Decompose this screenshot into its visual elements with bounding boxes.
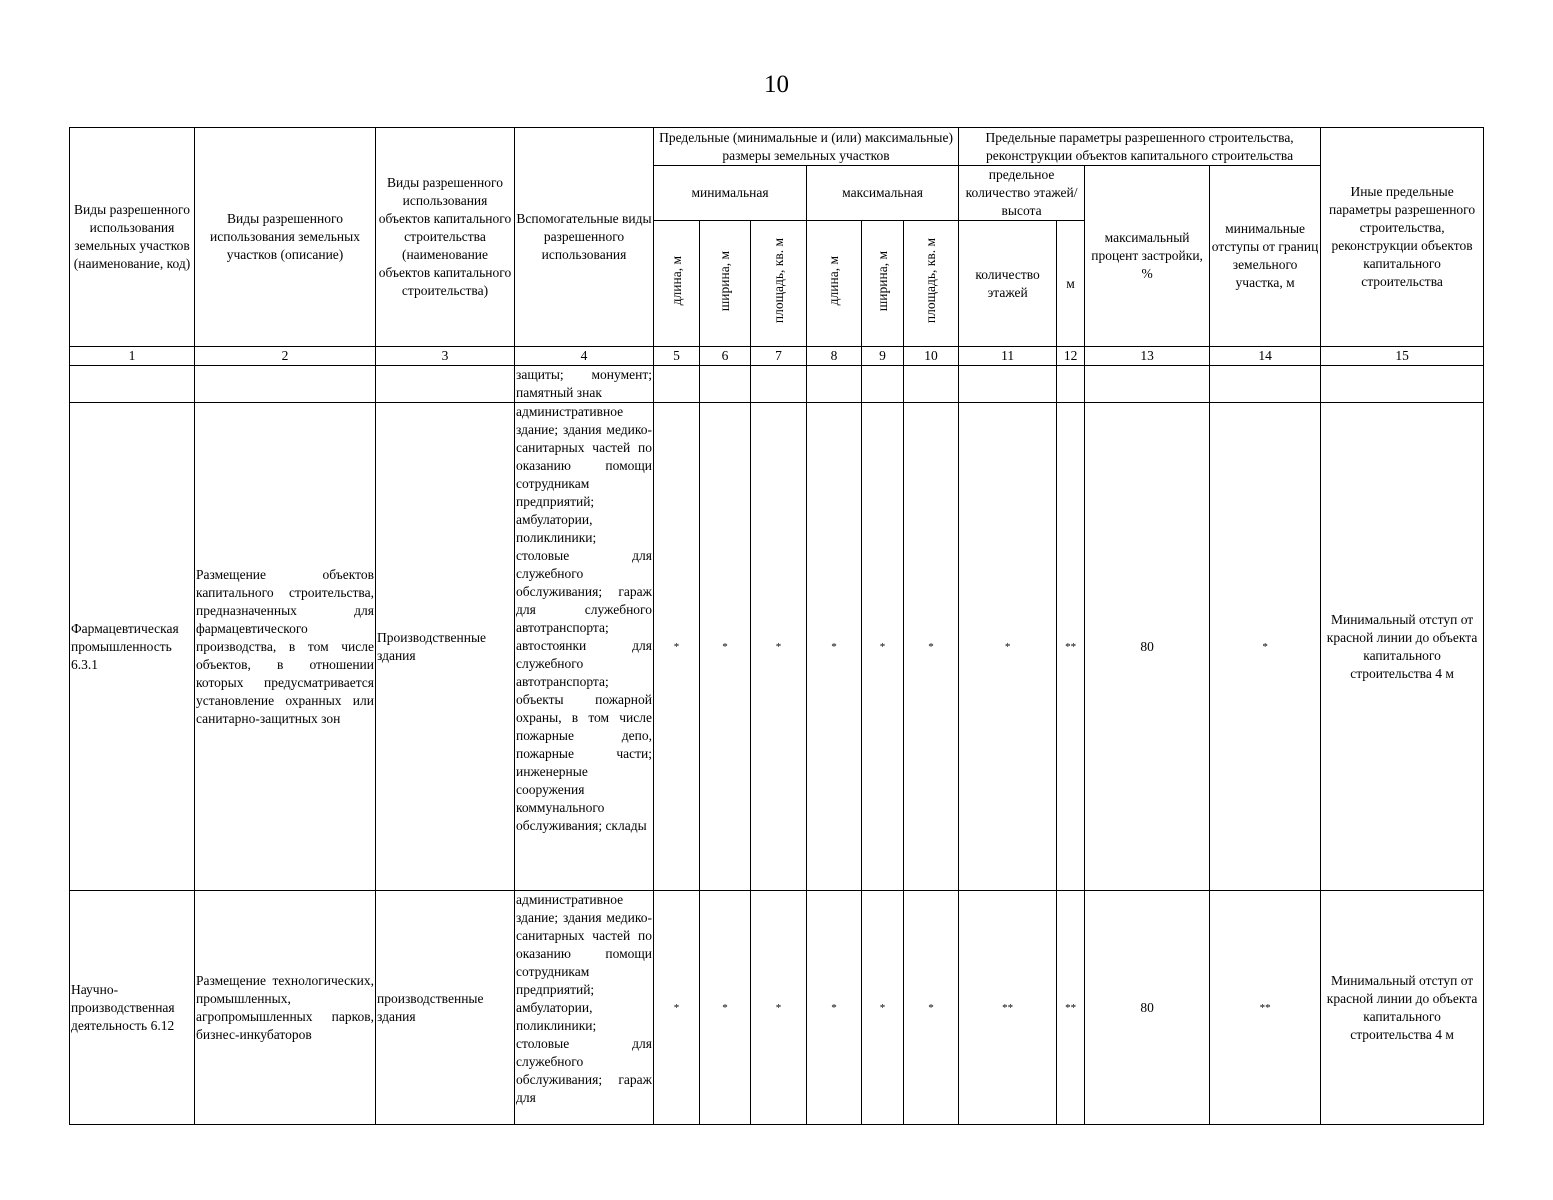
header-max-width: ширина, м [874,250,890,312]
header-floors: количество этажей [959,221,1057,347]
header-plot-sizes-group: Предельные (минимальные и (или) максимальные) размеры земельных участков [654,128,959,166]
setbacks-cell: ** [1210,891,1321,1125]
column-number: 12 [1057,347,1085,366]
header-min-length: длина, м [668,256,684,306]
header-row-1 [70,128,1484,166]
coverage-cell: 80 [1085,891,1210,1125]
min-width-cell [700,366,751,403]
height-cell [1057,366,1085,403]
max-width-cell [862,366,904,403]
max-length-cell: * [807,891,862,1125]
column-number: 9 [862,347,904,366]
min-length-cell [654,366,700,403]
floors-cell: ** [959,891,1057,1125]
min-area-cell: * [751,891,807,1125]
page-number: 10 [764,71,789,98]
landuse-description-cell: Размещение технологических, промышленных, агропромышленных парков, бизнес-инкубаторов [195,891,376,1125]
landuse-code-cell: Фармацевтическая промышленность 6.3.1 [70,403,195,891]
max-area-cell: * [904,403,959,891]
max-length-cell: * [807,403,862,891]
capital-objects-cell: производственные здания [376,891,515,1125]
header-other-params: Иные предельные параметры разрешенного строительства, реконструкции объектов капитального строительства [1321,128,1484,347]
column-number-row [70,347,1484,366]
other-params-cell: Минимальный отступ от красной линии до объекта капитального строительства 4 м [1321,403,1484,891]
coverage-cell [1085,366,1210,403]
header-build-params-group: Предельные параметры разрешенного строительства, реконструкции объектов капитального строительства [959,128,1321,166]
header-floors-height: предельное количество этажей/высота [959,166,1085,221]
column-number: 1 [70,347,195,366]
max-length-cell [807,366,862,403]
header-max: максимальная [807,166,959,221]
floors-cell: * [959,403,1057,891]
table-row [70,366,1484,403]
column-number: 15 [1321,347,1484,366]
regulations-table [69,127,1484,1125]
header-min-setbacks: минимальные отступы от границ земельного участка, м [1210,166,1321,347]
column-number: 14 [1210,347,1321,366]
setbacks-cell: * [1210,403,1321,891]
table-row [70,403,1484,891]
column-number: 2 [195,347,376,366]
max-area-cell [904,366,959,403]
column-number: 8 [807,347,862,366]
header-auxiliary-uses: Вспомогательные виды разрешенного использования [515,128,654,347]
height-cell: ** [1057,403,1085,891]
max-width-cell: * [862,891,904,1125]
capital-objects-cell [376,366,515,403]
column-number: 6 [700,347,751,366]
auxiliary-uses-cell: защиты; монумент; памятный знак [515,366,654,403]
table-row [70,891,1484,1125]
min-width-cell: * [700,403,751,891]
height-cell: ** [1057,891,1085,1125]
column-number: 10 [904,347,959,366]
setbacks-cell [1210,366,1321,403]
min-width-cell: * [700,891,751,1125]
landuse-description-cell [195,366,376,403]
max-width-cell: * [862,403,904,891]
max-area-cell: * [904,891,959,1125]
column-number: 13 [1085,347,1210,366]
header-min-area: площадь, кв. м [770,238,786,324]
floors-cell [959,366,1057,403]
header-max-coverage: максимальный процент застройки, % [1085,166,1210,347]
column-number: 11 [959,347,1057,366]
capital-objects-cell: Производственные здания [376,403,515,891]
min-length-cell: * [654,403,700,891]
header-max-area: площадь, кв. м [923,238,939,324]
landuse-code-cell: Научно-производственная деятельность 6.12 [70,891,195,1125]
header-max-length: длина, м [826,256,841,306]
header-min-width: ширина, м [717,250,732,312]
landuse-description-cell: Размещение объектов капитального строительства, предназначенных для фармацевтического производства, в том числе объектов, в отношении которых предусматривается установление охранных или санитарно-защитных зон [195,403,376,891]
min-area-cell: * [751,403,807,891]
header-capital-objects: Виды разрешенного использования объектов капитального строительства (наименование объектов капитального строительства) [376,128,515,347]
column-number: 3 [376,347,515,366]
header-landuse-description: Виды разрешенного использования земельных участков (описание) [195,128,376,347]
header-height-m: м [1057,221,1085,347]
landuse-code-cell [70,366,195,403]
header-min: минимальная [654,166,807,221]
header-landuse-code: Виды разрешенного использования земельных участков (наименование, код) [70,128,195,347]
other-params-cell [1321,366,1484,403]
auxiliary-uses-cell: административное здание; здания медико-санитарных частей по оказанию помощи сотрудникам предприятий; амбулатории, поликлиники; столовые для служебного обслуживания; гараж для служебного автотранспорта; автостоянки для служебного автотранспорта; объекты пожарной охраны, в том числе пожарные депо, пожарные части; инженерные сооружения коммунального обслуживания; склады [515,403,654,891]
min-area-cell [751,366,807,403]
min-length-cell: * [654,891,700,1125]
column-number: 4 [515,347,654,366]
column-number: 5 [654,347,700,366]
auxiliary-uses-cell: административное здание; здания медико-санитарных частей по оказанию помощи сотрудникам предприятий; амбулатории, поликлиники; столовые для служебного обслуживания; гараж для [516,892,652,1105]
column-number: 7 [751,347,807,366]
coverage-cell: 80 [1085,403,1210,891]
other-params-cell: Минимальный отступ от красной линии до объекта капитального строительства 4 м [1321,891,1484,1125]
